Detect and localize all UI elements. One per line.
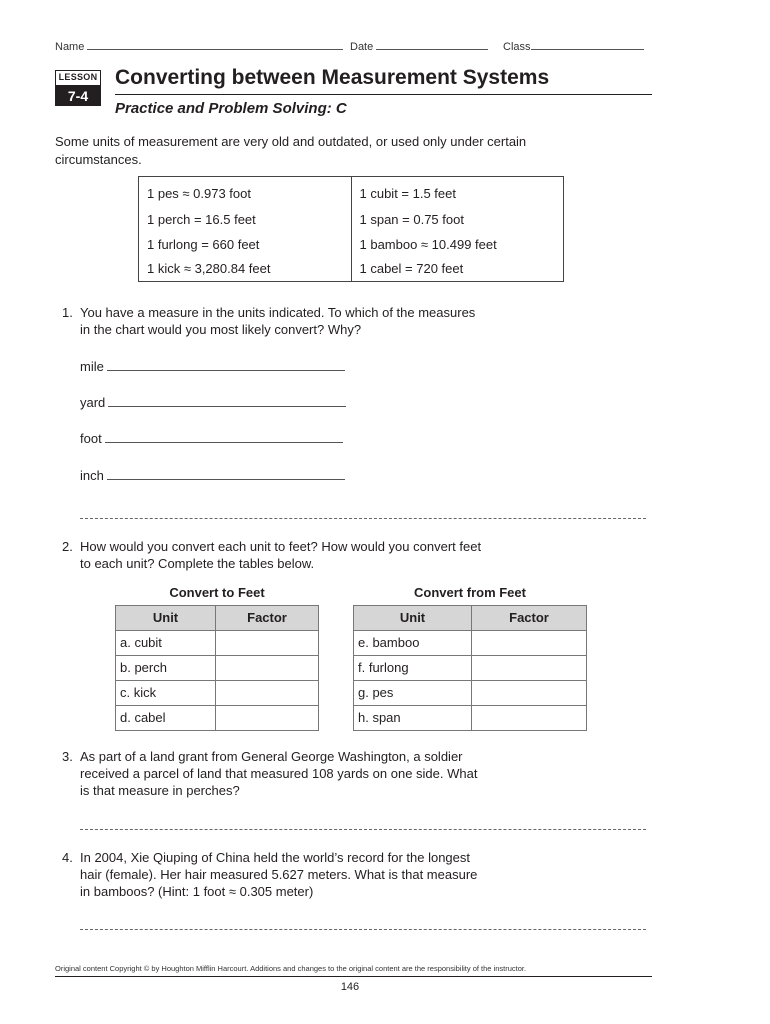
answer-blank[interactable]: [107, 361, 345, 371]
question-3: [62, 748, 562, 799]
answer-foot[interactable]: [80, 431, 343, 446]
answer-line[interactable]: [80, 829, 646, 830]
table-row: [139, 177, 564, 207]
table-row: [116, 705, 319, 730]
table-row: [139, 257, 564, 282]
table-cell: 1 perch = 16.5 feet: [139, 207, 352, 232]
convert-to-feet-table: [115, 580, 319, 731]
table-row: [354, 680, 587, 705]
question-text: received a parcel of land that measured 108 yards on one side. What: [80, 766, 478, 781]
answer-line[interactable]: [80, 518, 646, 519]
copyright-note: Original content Copyright © by Houghton Mifflin Harcourt. Additions and changes to the original content are the responsibility of the instructor.: [55, 964, 527, 973]
answer-label: mile: [80, 359, 104, 374]
table-row: [354, 655, 587, 680]
factor-input[interactable]: [472, 705, 587, 730]
lesson-badge-label: LESSON: [55, 70, 101, 86]
unit-cell: c. kick: [116, 680, 216, 705]
column-header-unit: Unit: [354, 605, 472, 630]
question-number: 4.: [62, 850, 73, 865]
class-label: Class: [503, 41, 531, 53]
date-blank[interactable]: [376, 40, 488, 50]
factor-input[interactable]: [472, 630, 587, 655]
factor-input[interactable]: [216, 630, 319, 655]
unit-cell: g. pes: [354, 680, 472, 705]
column-header-unit: Unit: [116, 605, 216, 630]
page-subtitle: Practice and Problem Solving: C: [115, 100, 347, 117]
date-field[interactable]: [350, 40, 488, 53]
title-divider: [115, 94, 652, 95]
answer-yard[interactable]: [80, 395, 346, 410]
unit-cell: e. bamboo: [354, 630, 472, 655]
answer-line[interactable]: [80, 929, 646, 930]
table-row: [354, 705, 587, 730]
convert-from-feet-table: [353, 580, 587, 731]
question-text: is that measure in perches?: [80, 783, 240, 798]
answer-label: foot: [80, 431, 102, 446]
table-cell: 1 kick ≈ 3,280.84 feet: [139, 257, 352, 282]
factor-input[interactable]: [216, 680, 319, 705]
table-cell: 1 pes ≈ 0.973 foot: [139, 177, 352, 207]
unit-cell: d. cabel: [116, 705, 216, 730]
table-cell: 1 cabel = 720 feet: [351, 257, 564, 282]
answer-inch[interactable]: [80, 468, 345, 483]
factor-input[interactable]: [216, 705, 319, 730]
answer-label: inch: [80, 468, 104, 483]
name-field[interactable]: [55, 40, 343, 53]
date-label: Date: [350, 41, 374, 53]
question-text: You have a measure in the units indicated. To which of the measures: [80, 305, 476, 320]
column-header-factor: Factor: [472, 605, 587, 630]
table-row: [354, 630, 587, 655]
unit-cell: b. perch: [116, 655, 216, 680]
table-row: [116, 630, 319, 655]
name-blank[interactable]: [87, 40, 343, 50]
question-number: 2.: [62, 539, 73, 554]
unit-cell: h. span: [354, 705, 472, 730]
table-row: [116, 680, 319, 705]
table-row: [139, 232, 564, 257]
lesson-badge: [55, 70, 101, 106]
table-row: [139, 207, 564, 232]
table-caption: Convert from Feet: [354, 580, 587, 605]
question-number: 1.: [62, 305, 73, 320]
factor-input[interactable]: [472, 655, 587, 680]
answer-mile[interactable]: [80, 359, 345, 374]
intro-text: Some units of measurement are very old and outdated, or used only under certain circumstances.: [55, 134, 527, 167]
unit-cell: a. cubit: [116, 630, 216, 655]
answer-label: yard: [80, 395, 106, 410]
units-reference-table: [138, 176, 564, 282]
question-2: [62, 538, 562, 572]
factor-input[interactable]: [216, 655, 319, 680]
table-cell: 1 cubit = 1.5 feet: [351, 177, 564, 207]
class-field[interactable]: [503, 40, 644, 53]
question-text: to each unit? Complete the tables below.: [80, 556, 315, 571]
question-number: 3.: [62, 749, 73, 764]
answer-blank[interactable]: [108, 397, 346, 407]
page-title: Converting between Measurement Systems: [115, 66, 550, 89]
question-text: hair (female). Her hair measured 5.627 meters. What is that measure: [80, 867, 478, 882]
table-cell: 1 furlong = 660 feet: [139, 232, 352, 257]
question-text: in bamboos? (Hint: 1 foot ≈ 0.305 meter): [80, 884, 314, 899]
table-caption: Convert to Feet: [116, 580, 319, 605]
factor-input[interactable]: [472, 680, 587, 705]
answer-blank[interactable]: [107, 470, 345, 480]
answer-blank[interactable]: [105, 433, 343, 443]
table-cell: 1 bamboo ≈ 10.499 feet: [351, 232, 564, 257]
page-number: 146: [340, 981, 360, 993]
table-row: [116, 655, 319, 680]
question-4: [62, 849, 562, 900]
question-text: In 2004, Xie Qiuping of China held the world’s record for the longest: [80, 850, 470, 865]
lesson-number: 7-4: [55, 86, 101, 106]
table-cell: 1 span = 0.75 foot: [351, 207, 564, 232]
column-header-factor: Factor: [216, 605, 319, 630]
name-label: Name: [55, 41, 85, 53]
question-text: How would you convert each unit to feet? How would you convert feet: [80, 539, 482, 554]
question-text: As part of a land grant from General George Washington, a soldier: [80, 749, 463, 764]
footer-divider: [55, 976, 652, 977]
question-1: [62, 304, 562, 338]
class-blank[interactable]: [531, 40, 644, 50]
question-text: in the chart would you most likely convert? Why?: [80, 322, 362, 337]
unit-cell: f. furlong: [354, 655, 472, 680]
